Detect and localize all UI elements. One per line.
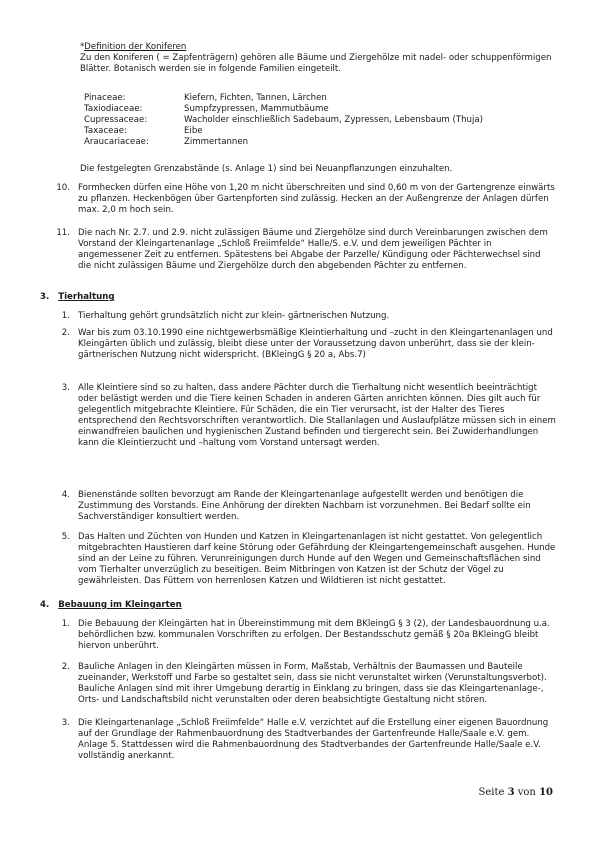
item-text: Formhecken dürfen eine Höhe von 1,20 m nicht überschreiten und sind 0,60 m von der Gartengrenze einwärts zu pflanzen. Heckenbögen über Gartenpforten sind zulässig. Hecken an der Außengrenze der Anlagen dürfen max. 2,0 m hoch sein. xyxy=(78,183,555,216)
definition-note: Die festgelegten Grenzabstände (s. Anlage 1) sind bei Neuanpflanzungen einzuhalten. xyxy=(80,164,453,174)
item-text: Die Bebauung der Kleingärten hat in Übereinstimmung mit dem BKleingG § 3 (2), der Landesbauordnung u.a. behördlichen bzw. kommunalen Vorschriften zu erfolgen. Der Bestandsschutz gemäß § 20a BKleingG bleibt hiervon unberührt. xyxy=(78,619,550,652)
family-row xyxy=(84,93,483,104)
page-footer xyxy=(479,787,553,798)
item-text: Das Halten und Züchten von Hunden und Katzen in Kleingartenanlagen ist nicht gestattet. Von gelegentlich mitgebrachten Haustieren darf keine Störung oder Gefährdung der Kleingartengemeinschaft ausgehen. Hunde sind an der Leine zu führen. Verunreinigungen durch Hunde auf den Wegen und Gemeinschaftsflächen sind vom Tierhalter unverzüglich zu beseitigen. Beim Mitbringen von Katzen ist der Schutz der Vögel zu gewährleisten. Das Füttern von herrenlosen Katzen und Wildtieren ist nicht gestattet. xyxy=(78,532,556,587)
item-text: Tierhaltung gehört grundsätzlich nicht zur klein- gärtnerischen Nutzung. xyxy=(78,311,390,321)
definition-block xyxy=(80,42,558,75)
family-members: Zimmertannen xyxy=(184,137,249,148)
conifer-families-table xyxy=(84,93,483,148)
total-page-count: 10 xyxy=(539,787,553,798)
item-text: Die Kleingartenanlage „Schloß Freiimfelde“ Halle e.V. verzichtet auf die Erstellung einer eigenen Bauordnung auf der Grundlage der Rahmenbauordnung des Stadtverbandes der Gartenfreunde Halle/Saale e.V. gem. Anlage 5. Stattdessen wird die Rahmenbauordnung des Stadtverbandes der Gartenfreunde Halle/Saale e.V. vollständig anerkannt. xyxy=(78,718,549,762)
definition-heading xyxy=(80,42,558,53)
item-number: 3. xyxy=(61,718,70,728)
family-row xyxy=(84,115,483,126)
family-members: Kiefern, Fichten, Tannen, Lärchen xyxy=(184,93,327,103)
item-number: 1. xyxy=(61,311,70,321)
current-page-number: 3 xyxy=(507,787,515,798)
item-number: 2. xyxy=(61,662,70,672)
item-number: 3. xyxy=(61,383,70,393)
family-name: Taxaceae: xyxy=(84,126,127,137)
family-members: Eibe xyxy=(184,126,203,137)
definition-heading-text: Definition der Koniferen xyxy=(84,42,187,52)
item-text: Die nach Nr. 2.7. und 2.9. nicht zulässigen Bäume und Ziergehölze sind durch Vereinbarungen zwischen dem Vorstand der Kleingartenanlage „Schloß Freiimfelde“ Halle/S. e.V. und dem jeweiligen Pächter in angemessener Zeit zu entfernen. Spätestens bei Abgabe der Parzelle/ Kündigung oder Pächterwechsel sind die nicht zulässigen Bäume und Ziergehölze durch den abgebenden Pächter zu entfernen. xyxy=(78,228,548,272)
family-name: Taxiodiaceae: xyxy=(84,104,143,115)
footer-middle: von xyxy=(517,787,536,798)
item-number: 1. xyxy=(61,619,70,629)
item-text: Alle Kleintiere sind so zu halten, dass andere Pächter durch die Tierhaltung nicht wesentlich beeinträchtigt oder belästigt werden und die Tiere keinen Schaden in anderen Gärten anrichten können. Dies gilt auch für gelegentlich mitgebrachte Kleintiere. Für Schäden, die ein Tier verursacht, ist der Halter des Tieres entsprechend den Rechtsvorschriften verantwortlich. Die Stallanlagen und Auslaufplätze müssen sich in einem einwandfreien baulichen und hygienischen Zustand befinden und tiergerecht sein. Bei Zuwiderhandlungen kann die Kleintierzucht und –haltung vom Vorstand untersagt werden. xyxy=(78,383,556,449)
item-number: 2. xyxy=(61,328,70,338)
footer-prefix: Seite xyxy=(478,787,505,798)
definition-text: Zu den Koniferen ( = Zapfenträgern) gehören alle Bäume und Ziergehölze mit nadel- oder schuppenförmigen Blätter. Botanisch werden sie in folgende Familien eingeteilt. xyxy=(80,53,552,75)
section-title: Bebauung im Kleingarten xyxy=(58,600,182,610)
family-name: Araucariaceae: xyxy=(84,137,149,148)
family-members: Sumpfzypressen, Mammutbäume xyxy=(184,104,329,115)
item-number: 10. xyxy=(56,183,70,193)
section-heading-tierhaltung xyxy=(40,292,114,303)
family-row xyxy=(84,104,483,115)
asterisk: * xyxy=(80,42,85,52)
family-row xyxy=(84,126,483,137)
item-number: 5. xyxy=(61,532,70,542)
section-title: Tierhaltung xyxy=(58,292,115,302)
section-number: 3. xyxy=(40,292,50,302)
section-heading-bebauung xyxy=(40,600,182,611)
item-text: Bauliche Anlagen in den Kleingärten müssen in Form, Maßstab, Verhältnis der Baumassen und Bauteile zueinander, Werkstoff und Farbe so gestaltet sein, dass sie nicht verunstaltet wirken (Verunstaltungsverbot). Bauliche Anlagen sind mit ihrer Umgebung derartig in Einklang zu bringen, dass sie das Kleingartenanlage-, Orts- und Landschaftsbild nicht verunstalten oder deren beabsichtigte Gestaltung nicht stören. xyxy=(78,662,547,706)
item-number: 4. xyxy=(61,490,70,500)
family-members: Wacholder einschließlich Sadebaum, Zypressen, Lebensbaum (Thuja) xyxy=(184,115,484,126)
item-text: War bis zum 03.10.1990 eine nichtgewerbsmäßige Kleintierhaltung und –zucht in den Kleingartenanlagen und Kleingärten üblich und zulässig, bleibt diese unter der Voraussetzung davon unberührt, dass sie der klein- gärtnerischen Nutzung nicht widerspricht. (BKleingG § 20 a, Abs.7) xyxy=(78,328,553,361)
family-name: Cupressaceae: xyxy=(84,115,148,126)
family-name: Pinaceae: xyxy=(84,93,126,103)
section-number: 4. xyxy=(40,600,50,610)
item-number: 11. xyxy=(56,228,70,238)
item-text: Bienenstände sollten bevorzugt am Rande der Kleingartenanlage aufgestellt werden und benötigen die Zustimmung des Vorstands. Eine Anhörung der direkten Nachbarn ist vorzunehmen. Bei Bedarf sollte ein Sachverständiger konsultiert werden. xyxy=(78,490,531,523)
family-row xyxy=(84,137,483,148)
